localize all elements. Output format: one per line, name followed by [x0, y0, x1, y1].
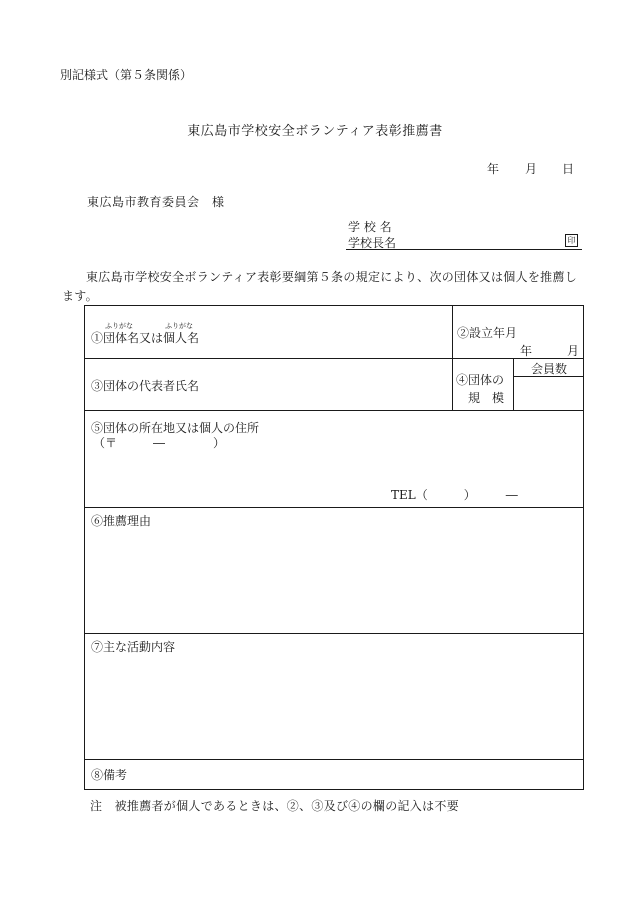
name-label-part1: ①団体名又は: [91, 331, 164, 345]
members-label: 会員数: [531, 362, 568, 376]
row-divider-3: [85, 507, 583, 508]
school-name-label: 学 校 名: [348, 220, 392, 234]
established-month: 月: [567, 344, 580, 358]
name-label: [91, 329, 199, 346]
recommendation-form-table: [84, 305, 584, 790]
row-divider-1: [85, 358, 583, 359]
row-divider-2: [85, 410, 583, 411]
ruby-kojin: ふりがな: [165, 322, 193, 330]
telephone-field: TEL（ ） ―: [391, 488, 518, 502]
row-divider-5: [85, 759, 583, 760]
name-label-part3: 人名: [175, 331, 200, 345]
footnote: 注 被推薦者が個人であるときは、②、③及び④の欄の記入は不要: [90, 799, 460, 813]
recommendation-reason-label: ⑥推薦理由: [91, 514, 152, 528]
col-divider-main: [452, 306, 453, 410]
representative-label: ③団体の代表者氏名: [91, 379, 200, 393]
established-year: 年: [520, 344, 533, 358]
addressee: 東広島市教育委員会 様: [87, 195, 225, 209]
established-label: ②設立年月: [457, 326, 518, 340]
remarks-label: ⑧備考: [91, 768, 128, 782]
ruby-dantai: ふりがな: [105, 322, 133, 330]
date-month: 月: [525, 162, 538, 176]
document-title: 東広島市学校安全ボランティア表彰推薦書: [187, 124, 443, 139]
principal-underline: [346, 249, 582, 250]
date-year: 年: [487, 162, 500, 176]
scale-label-line1: ④団体の: [456, 373, 505, 387]
recommendation-statement: 東広島市学校安全ボランティア表彰要綱第５条の規定により、次の団体又は個人を推薦します。: [62, 270, 578, 303]
form-reference: 別記様式（第５条関係）: [60, 68, 193, 82]
row-divider-4: [85, 633, 583, 634]
postal-code-field: （〒 ― ）: [93, 436, 226, 450]
col-divider-scale: [513, 358, 514, 410]
main-activities-label: ⑦主な活動内容: [91, 640, 176, 654]
seal-mark: 印: [565, 234, 578, 247]
principal-name-label: 学校長名: [348, 236, 397, 250]
scale-label-line2: 規 模: [468, 391, 505, 405]
date-day: 日: [562, 162, 575, 176]
name-label-part2: 個: [163, 331, 176, 345]
address-label: ⑤団体の所在地又は個人の住所: [91, 421, 260, 435]
